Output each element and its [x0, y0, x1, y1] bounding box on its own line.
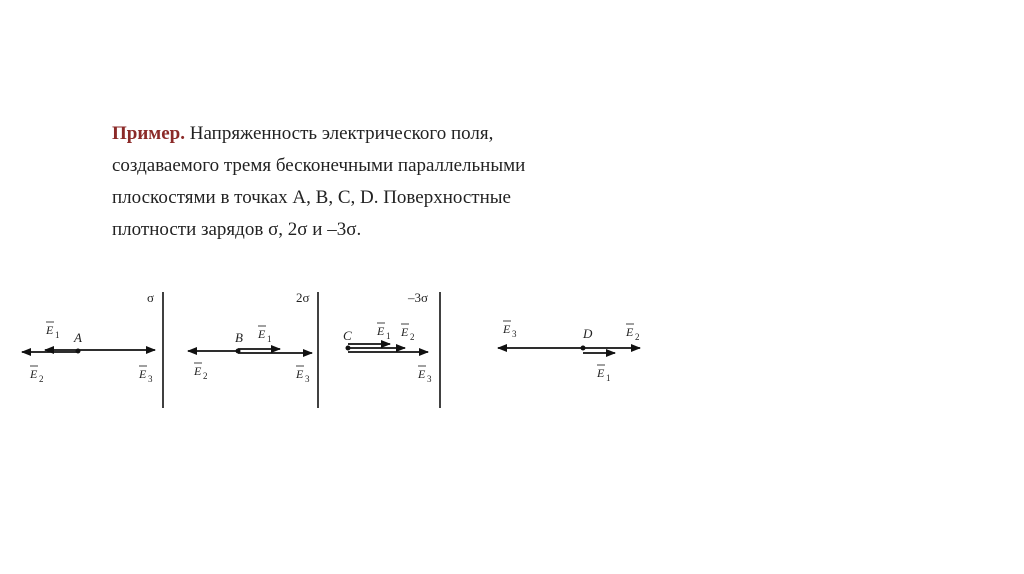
- point-c-dot: [346, 346, 351, 351]
- label-e3-at-b-index: 3: [305, 374, 310, 384]
- label-e1-at-b-index: 1: [267, 334, 272, 344]
- label-e2-at-d-index: 2: [635, 332, 640, 342]
- label-e3-at-a-index: 3: [148, 374, 153, 384]
- label-e3-at-a: [138, 366, 153, 384]
- label-e2-at-b-index: 2: [203, 371, 208, 381]
- label-e1-at-a: [45, 322, 60, 340]
- label-e3-at-c-index: 3: [427, 374, 432, 384]
- plane-2-label: 2σ: [296, 290, 310, 305]
- label-e1-at-d-symbol: E: [597, 366, 605, 380]
- point-c-label: C: [343, 328, 352, 343]
- label-e3-at-a-symbol: E: [139, 367, 147, 381]
- point-a-dot: [76, 349, 81, 354]
- label-e2-at-b-symbol: E: [194, 364, 202, 378]
- label-e1-at-d: [596, 365, 611, 383]
- text-line-1: [112, 118, 672, 150]
- label-e2-at-c-symbol: E: [401, 325, 409, 339]
- text-line-1-rest: Напряженность электрического поля,: [185, 123, 494, 144]
- field-vectors-diagram: [0, 280, 700, 420]
- point-b-label: B: [235, 330, 243, 345]
- example-text: [112, 118, 672, 246]
- text-line-2: создаваемого тремя бесконечными параллельными: [112, 155, 526, 176]
- point-b-dot: [236, 349, 241, 354]
- label-e3-at-c: [417, 366, 432, 384]
- label-e1-at-a-index: 1: [55, 330, 60, 340]
- label-e1-at-b: [257, 326, 272, 344]
- example-lead: Пример.: [112, 123, 185, 144]
- label-e3-at-b: [295, 366, 310, 384]
- label-e1-at-d-index: 1: [606, 373, 611, 383]
- text-line-3: плоскостями в точках A, B, C, D. Поверхностные: [112, 187, 511, 208]
- plane-1-label: σ: [147, 290, 155, 305]
- label-e3-at-d-symbol: E: [503, 322, 511, 336]
- label-e2-at-d-symbol: E: [626, 325, 634, 339]
- label-e3-at-d: [502, 321, 517, 339]
- label-e2-at-d: [625, 324, 640, 342]
- label-e3-at-b-symbol: E: [296, 367, 304, 381]
- label-e3-at-d-index: 3: [512, 329, 517, 339]
- point-d-label: D: [583, 326, 593, 341]
- label-e1-at-c-symbol: E: [377, 324, 385, 338]
- text-line-4: плотности зарядов σ, 2σ и –3σ.: [112, 219, 362, 240]
- label-e2-at-a-index: 2: [39, 374, 44, 384]
- point-d-dot: [581, 346, 586, 351]
- label-e2-at-b: [193, 363, 208, 381]
- label-e1-at-c-index: 1: [386, 331, 391, 341]
- label-e2-at-c: [400, 324, 415, 342]
- label-e2-at-c-index: 2: [410, 332, 415, 342]
- label-e2-at-a-symbol: E: [30, 367, 38, 381]
- label-e1-at-b-symbol: E: [258, 327, 266, 341]
- point-a-label: A: [74, 330, 82, 345]
- plane-3-label: –3σ: [408, 290, 429, 305]
- label-e3-at-c-symbol: E: [418, 367, 426, 381]
- label-e1-at-c: [376, 323, 391, 341]
- label-e1-at-a-symbol: E: [46, 323, 54, 337]
- label-e2-at-a: [29, 366, 44, 384]
